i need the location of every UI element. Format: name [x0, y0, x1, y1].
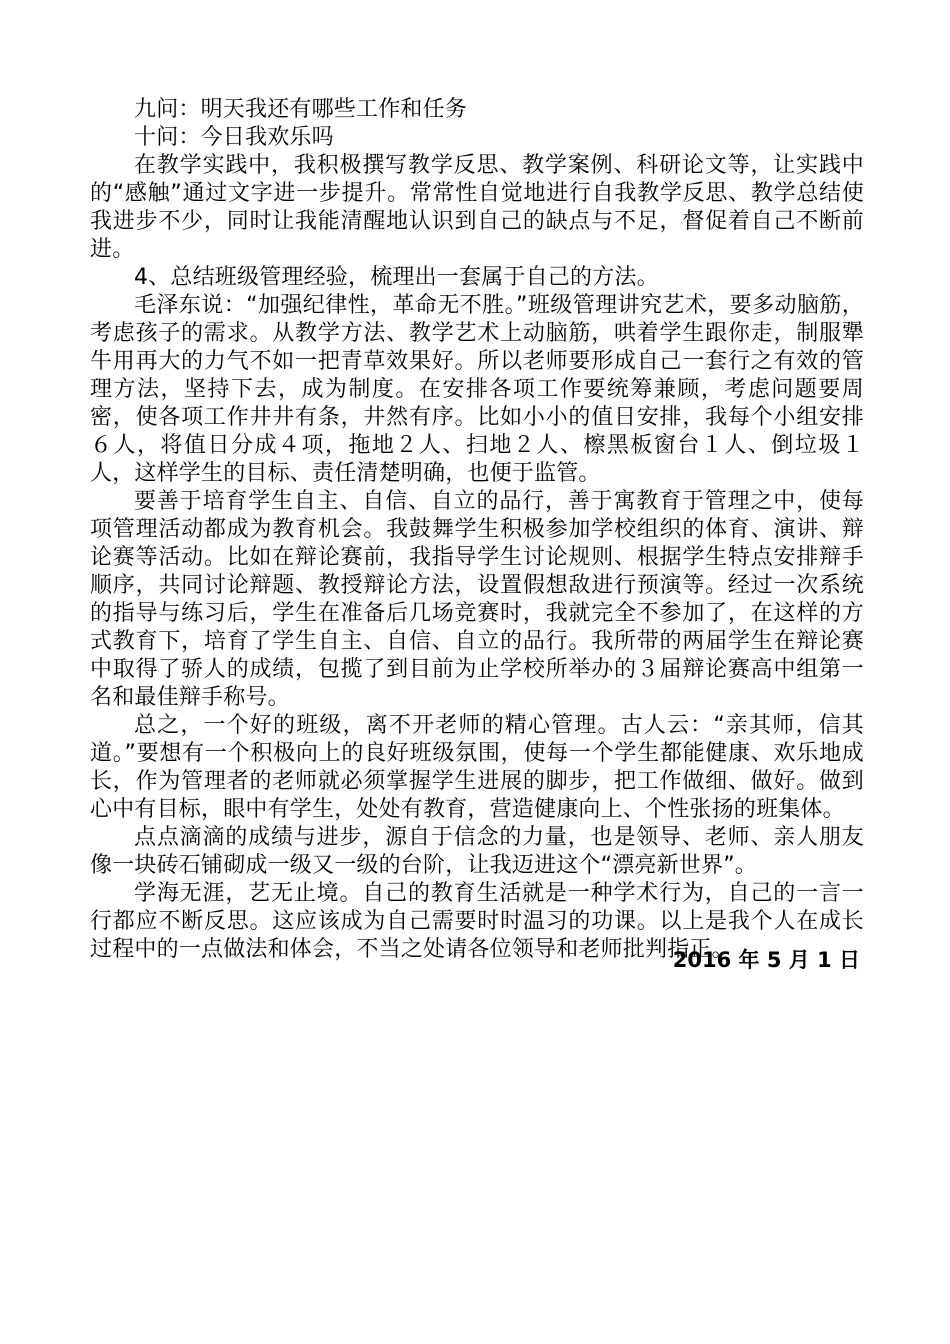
paragraph-question-ten: 十问：今日我欢乐吗: [134, 125, 334, 150]
document-date: 2016 年 5 月 1 日: [672, 948, 860, 972]
paragraph-class-management: 毛泽东说：“加强纪律性，革命无不胜。”班级管理讲究艺术，要多动脑筋，考虑孩子的需求。从教学方法、教学艺术上动脑筋，哄着学生跟你走，制服犟牛用再大的力气不如一把青草效果好。所以老师要形成自己一套行之有效的管理方法，坚持下去，成为制度。在安排各项工作要统筹兼顾，考虑问题要周密，使各项工作井井有条，井然有序。比如小小的值日安排，我每个小组安排６人，将值日分成４项，拖地２人、扫地２人、檫黑板窗台１人、倒垃圾１人，这样学生的目标、责任清楚明确，也便于监管。: [90, 293, 864, 486]
document-body: [90, 96, 864, 964]
paragraph-teaching-reflection: 在教学实践中，我积极撰写教学反思、教学案例、科研论文等，让实践中的“感触”通过文字进一步提升。常常性自觉地进行自我教学反思、教学总结使我进步不少，同时让我能清醒地认识到自己的缺点与不足，督促着自己不断前进。: [90, 153, 864, 262]
paragraph-summary: 总之，一个好的班级，离不开老师的精心管理。古人云：“亲其师，信其道。”要想有一个积极向上的良好班级氛围，使每一个学生都能健康、欢乐地成长，作为管理者的老师就必须掌握学生进展的脚步，把工作做细、做好。做到心中有目标，眼中有学生，处处有教育，营造健康向上、个性张扬的班集体。: [90, 713, 864, 822]
paragraph-section-heading-4: 4、总结班级管理经验，梳理出一套属于自己的方法。: [134, 265, 659, 290]
paragraph-progress: 点点滴滴的成绩与进步，源自于信念的力量，也是领导、老师、亲人朋友像一块砖石铺砌成一级又一级的台阶，让我迈进这个“漂亮新世界”。: [90, 825, 864, 878]
paragraph-question-nine: 九问：明天我还有哪些工作和任务: [134, 97, 468, 122]
paragraph-student-independence: 要善于培育学生自主、自信、自立的品行，善于寓教育于管理之中，使每项管理活动都成为教育机会。我鼓舞学生积极参加学校组织的体育、演讲、辩论赛等活动。比如在辩论赛前，我指导学生讨论规则、根据学生特点安排辩手顺序，共同讨论辩题、教授辩论方法，设置假想敌进行预演等。经过一次系统的指导与练习后，学生在准备后几场竞赛时，我就完全不参加了，在这样的方式教育下，培育了学生自主、自信、自立的品行。我所带的两届学生在辩论赛中取得了骄人的成绩，包揽了到目前为止学校所举办的３届辩论赛高中组第一名和最佳辩手称号。: [90, 489, 864, 710]
paragraph-conclusion: 学海无涯，艺无止境。自己的教育生活就是一种学术行为，自己的一言一行都应不断反思。这应该成为自己需要时时温习的功课。以上是我个人在成长过程中的一点做法和体会，不当之处请各位领导和老师批判指正。: [90, 881, 864, 962]
